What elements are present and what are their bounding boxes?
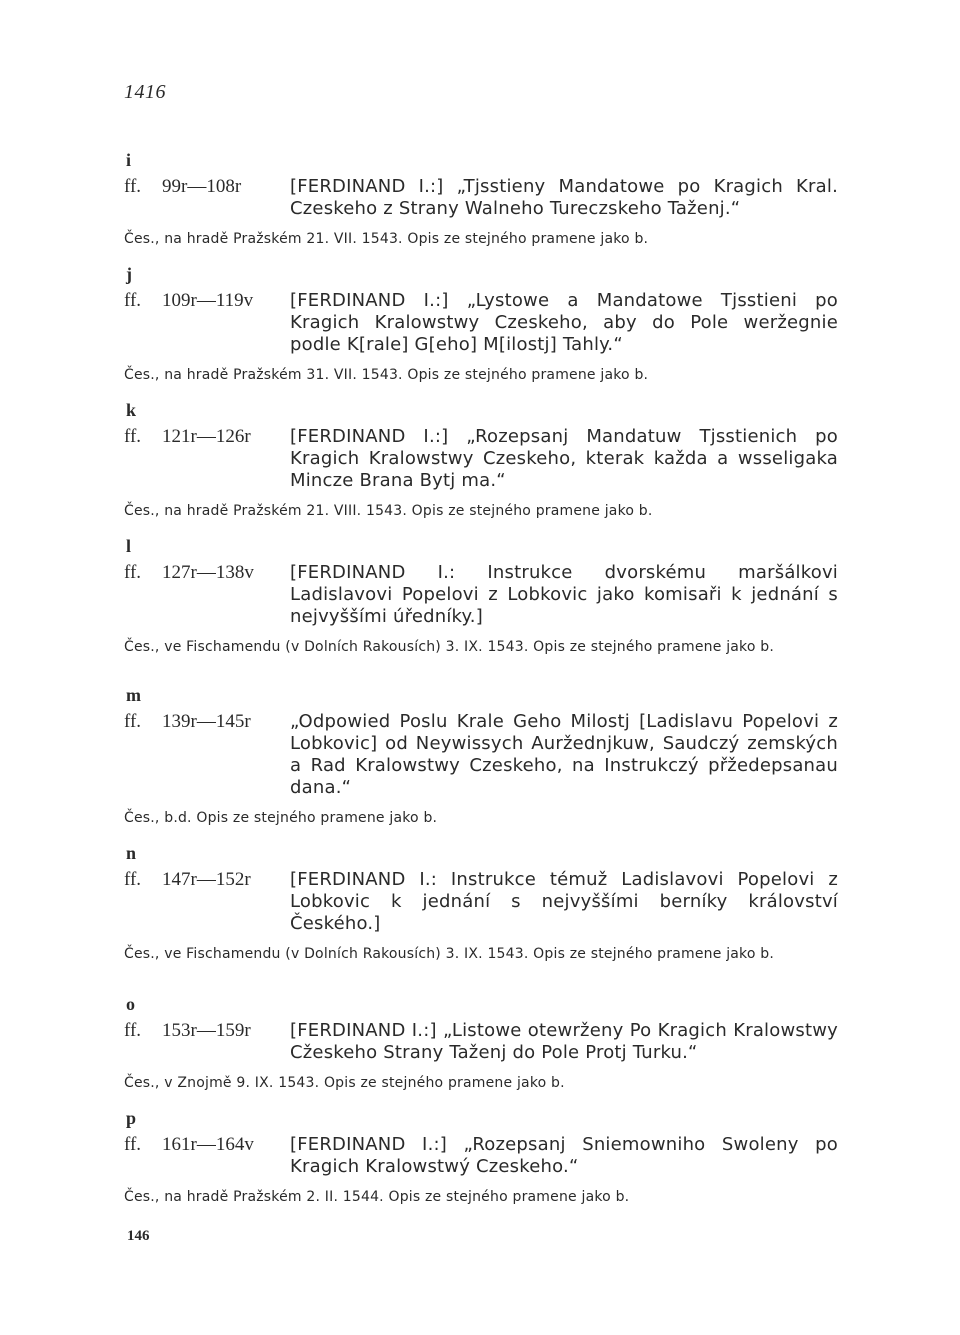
entry-title: [FERDINAND I.: Instrukce dvorskému maršálkovi Ladislavovi Popelovi z Lobkovic jako komisaři k jednání s nejvyššími úředníky.]	[290, 562, 838, 627]
entry-p	[124, 1107, 838, 1206]
entry-main	[124, 176, 838, 220]
entry-o	[124, 993, 838, 1092]
entry-ff: ff.	[124, 426, 142, 447]
entry-note: Čes., na hradě Pražském 21. VII. 1543. Opis ze stejného pramene jako b.	[124, 231, 649, 247]
entry-main	[124, 1134, 838, 1178]
entry-title: [FERDINAND I.:] „Tjsstieny Mandatowe po Kragich Kral. Czeskeho z Strany Walneho Tureczskeho Taženj.“	[290, 176, 838, 219]
entry-title: [FERDINAND I.:] „Lystowe a Mandatowe Tjsstieni po Kragich Kralowstwy Czeskeho, aby do Pole weržegnie podle K[rale] G[eho] M[ilostj] Tahly.“	[290, 290, 838, 355]
entry-k	[124, 399, 838, 520]
entry-folio-range: 99r—108r	[162, 176, 242, 197]
entry-note: Čes., na hradě Pražském 2. II. 1544. Opis ze stejného pramene jako b.	[124, 1189, 630, 1205]
entry-main	[124, 869, 838, 935]
entry-letter: j	[126, 264, 132, 284]
entry-letter: p	[126, 1108, 137, 1128]
entry-title: [FERDINAND I.: Instrukce témuž Ladislavovi Popelovi z Lobkovic k jednání s nejvyššími berníky království Českého.]	[290, 869, 838, 934]
entry-n	[124, 842, 838, 963]
entry-l	[124, 535, 838, 656]
entry-main	[124, 562, 838, 628]
entry-letter: n	[126, 843, 137, 863]
entry-note: Čes., v Znojmě 9. IX. 1543. Opis ze stejného pramene jako b.	[124, 1075, 565, 1091]
entry-folio-range: 109r—119v	[162, 290, 254, 311]
entry-j	[124, 263, 838, 384]
entry-letter: o	[126, 994, 135, 1014]
entry-main	[124, 290, 838, 356]
entry-ff: ff.	[124, 176, 142, 197]
page-footer-number: 146	[127, 1228, 150, 1244]
entry-title: [FERDINAND I.:] „Listowe otewrženy Po Kragich Kralowstwy Cžeskeho Strany Taženj do Pole Protj Turku.“	[290, 1020, 838, 1063]
entry-letter: m	[126, 685, 141, 705]
entry-note: Čes., na hradě Pražském 31. VII. 1543. Opis ze stejného pramene jako b.	[124, 367, 649, 383]
entry-title: [FERDINAND I.:] „Rozepsanj Mandatuw Tjsstienich po Kragich Kralowstwy Czeskeho, kterak každa a wsseligaka Mincze Brana Bytj ma.“	[290, 426, 838, 491]
entry-folio-range: 127r—138v	[162, 562, 254, 583]
entry-note: Čes., ve Fischamendu (v Dolních Rakousích) 3. IX. 1543. Opis ze stejného pramene jako b.	[124, 946, 775, 962]
entry-note: Čes., na hradě Pražském 21. VIII. 1543. Opis ze stejného pramene jako b.	[124, 503, 653, 519]
entry-ff: ff.	[124, 1020, 142, 1041]
entry-letter: l	[126, 536, 132, 556]
entry-letter: i	[126, 150, 132, 170]
entry-note: Čes., ve Fischamendu (v Dolních Rakousích) 3. IX. 1543. Opis ze stejného pramene jako b.	[124, 639, 775, 655]
entry-m	[124, 684, 838, 827]
entry-ff: ff.	[124, 562, 142, 583]
entry-title: „Odpowied Poslu Krale Geho Milostj [Ladislavu Popelovi z Lobkovic] od Neywissych Auržednjkuw, Saudczý zemských a Rad Kralowstwy Czeskeho, na Instrukczý přžedepsanau dana.“	[290, 711, 838, 798]
entry-main	[124, 711, 838, 799]
entry-ff: ff.	[124, 290, 142, 311]
entry-ff: ff.	[124, 1134, 142, 1155]
entry-folio-range: 121r—126r	[162, 426, 251, 447]
entry-i	[124, 149, 838, 248]
entry-main	[124, 1020, 838, 1064]
entry-folio-range: 147r—152r	[162, 869, 251, 890]
entry-letter: k	[126, 400, 137, 420]
entry-folio-range: 139r—145r	[162, 711, 251, 732]
entry-note: Čes., b.d. Opis ze stejného pramene jako b.	[124, 810, 438, 826]
entry-main	[124, 426, 838, 492]
entry-ff: ff.	[124, 711, 142, 732]
page-header-number: 1416	[124, 81, 166, 103]
entry-title: [FERDINAND I.:] „Rozepsanj Sniemowniho Swoleny po Kragich Kralowstwý Czeskeho.“	[290, 1134, 838, 1177]
entry-folio-range: 161r—164v	[162, 1134, 254, 1155]
entry-folio-range: 153r—159r	[162, 1020, 251, 1041]
entry-ff: ff.	[124, 869, 142, 890]
